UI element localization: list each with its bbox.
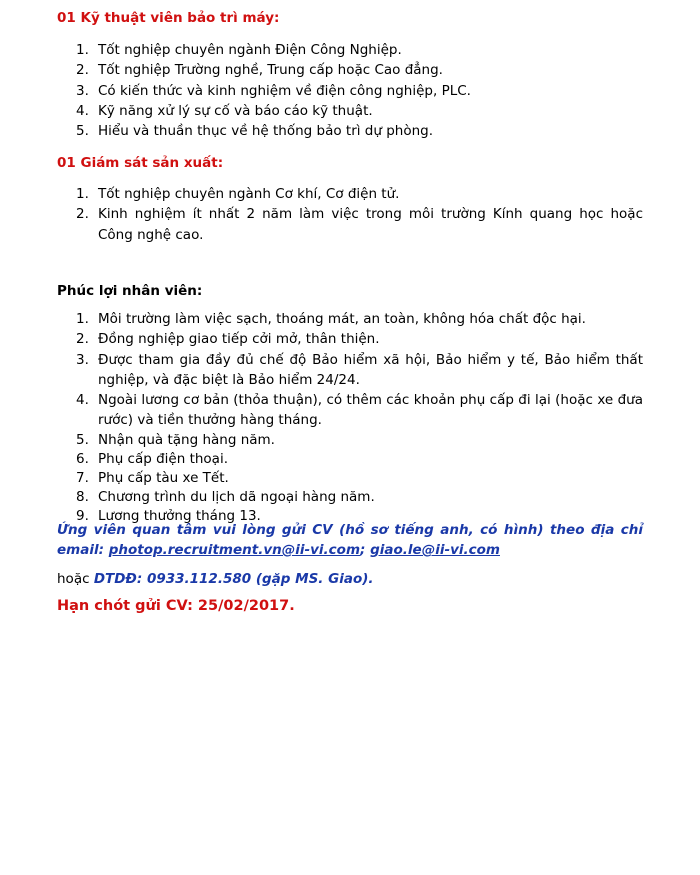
- list-item-number: 2.: [76, 206, 89, 223]
- list-item: [57, 40, 643, 60]
- list-item-number: 1.: [76, 186, 89, 202]
- list-item-text: Nhận quà tặng hàng năm.: [98, 431, 275, 448]
- requirements-list-maintenance: [57, 40, 643, 141]
- email-separator: ;: [360, 542, 371, 558]
- list-item: [57, 60, 643, 80]
- email-link-giao[interactable]: giao.le@ii-vi.com: [370, 542, 500, 558]
- list-item: [57, 121, 643, 141]
- benefits-list: [57, 309, 643, 526]
- list-item-text: Hiểu và thuần thục về hệ thống bảo trì dự phòng.: [98, 123, 434, 140]
- list-item-number: 2.: [76, 62, 89, 79]
- list-item-text: Ngoài lương cơ bản (thỏa thuận), có thêm các khoản phụ cấp đi lại (hoặc xe đưa rước) và tiền thưởng hàng tháng.: [98, 392, 643, 429]
- list-item-number: 4.: [76, 392, 89, 409]
- list-item-text: Tốt nghiệp chuyên ngành Điện Công Nghiệp.: [98, 42, 402, 58]
- list-item: [57, 390, 643, 431]
- list-item-number: 8.: [76, 488, 89, 505]
- list-item-text: Có kiến thức và kinh nghiệm về điện công nghiệp, PLC.: [98, 82, 471, 99]
- list-item-number: 3.: [76, 82, 89, 99]
- requirements-list-supervisor: [57, 184, 643, 245]
- or-label: hoặc: [57, 571, 94, 587]
- list-item-number: 3.: [76, 351, 89, 368]
- phone-number: DTDĐ: 0933.112.580 (gặp MS. Giao).: [93, 571, 374, 587]
- list-item: [57, 184, 643, 204]
- list-item: [57, 309, 643, 329]
- list-item-number: 5.: [76, 431, 89, 448]
- list-item-text: Tốt nghiệp chuyên ngành Cơ khí, Cơ điện tử.: [98, 186, 400, 202]
- list-item: [57, 329, 643, 349]
- list-item-number: 7.: [76, 469, 89, 486]
- list-item-text: Tốt nghiệp Trường nghề, Trung cấp hoặc Cao đẳng.: [98, 62, 443, 79]
- list-item: [57, 469, 643, 488]
- section-heading-maintenance-technician: 01 Kỹ thuật viên bảo trì máy:: [57, 10, 280, 26]
- list-item-text: Kinh nghiệm ít nhất 2 năm làm việc trong môi trường Kính quang học hoặc Công nghệ cao.: [98, 206, 643, 243]
- contact-paragraph: [57, 520, 643, 560]
- email-link-recruitment[interactable]: photop.recruitment.vn@ii-vi.com: [108, 542, 361, 558]
- list-item-number: 4.: [76, 102, 89, 119]
- list-item-text: Lương thưởng tháng 13.: [98, 507, 261, 524]
- list-item: [57, 204, 643, 245]
- benefits-heading: Phúc lợi nhân viên:: [57, 283, 203, 299]
- list-item-number: 2.: [76, 331, 89, 348]
- contact-intro: Ứng viên quan tâm vui lòng gửi CV (hồ sơ tiếng anh, có hình) theo địa chỉ email:: [57, 522, 643, 558]
- list-item-text: Chương trình du lịch dã ngoại hàng năm.: [98, 488, 375, 505]
- list-item-text: Phụ cấp điện thoại.: [98, 450, 228, 467]
- list-item-number: 9.: [76, 507, 89, 524]
- list-item: [57, 450, 643, 469]
- list-item-number: 1.: [76, 311, 89, 327]
- list-item-text: Đồng nghiệp giao tiếp cởi mở, thân thiện.: [98, 331, 380, 348]
- section-heading-production-supervisor: 01 Giám sát sản xuất:: [57, 155, 224, 171]
- deadline-text: Hạn chót gửi CV: 25/02/2017.: [57, 598, 295, 614]
- list-item-number: 6.: [76, 450, 89, 467]
- list-item: [57, 350, 643, 391]
- list-item-number: 1.: [76, 42, 89, 58]
- list-item: [57, 488, 643, 507]
- list-item-text: Môi trường làm việc sạch, thoáng mát, an toàn, không hóa chất độc hại.: [98, 311, 586, 327]
- phone-line: [57, 569, 374, 589]
- list-item-text: Phụ cấp tàu xe Tết.: [98, 469, 229, 486]
- list-item-text: Được tham gia đầy đủ chế độ Bảo hiểm xã hội, Bảo hiểm y tế, Bảo hiểm thất nghiệp, và đặc biệt là Bảo hiểm 24/24.: [98, 351, 643, 388]
- list-item: [57, 101, 643, 121]
- list-item-number: 5.: [76, 123, 89, 140]
- list-item-text: Kỹ năng xử lý sự cố và báo cáo kỹ thuật.: [98, 102, 373, 119]
- list-item: [57, 431, 643, 450]
- list-item: [57, 81, 643, 101]
